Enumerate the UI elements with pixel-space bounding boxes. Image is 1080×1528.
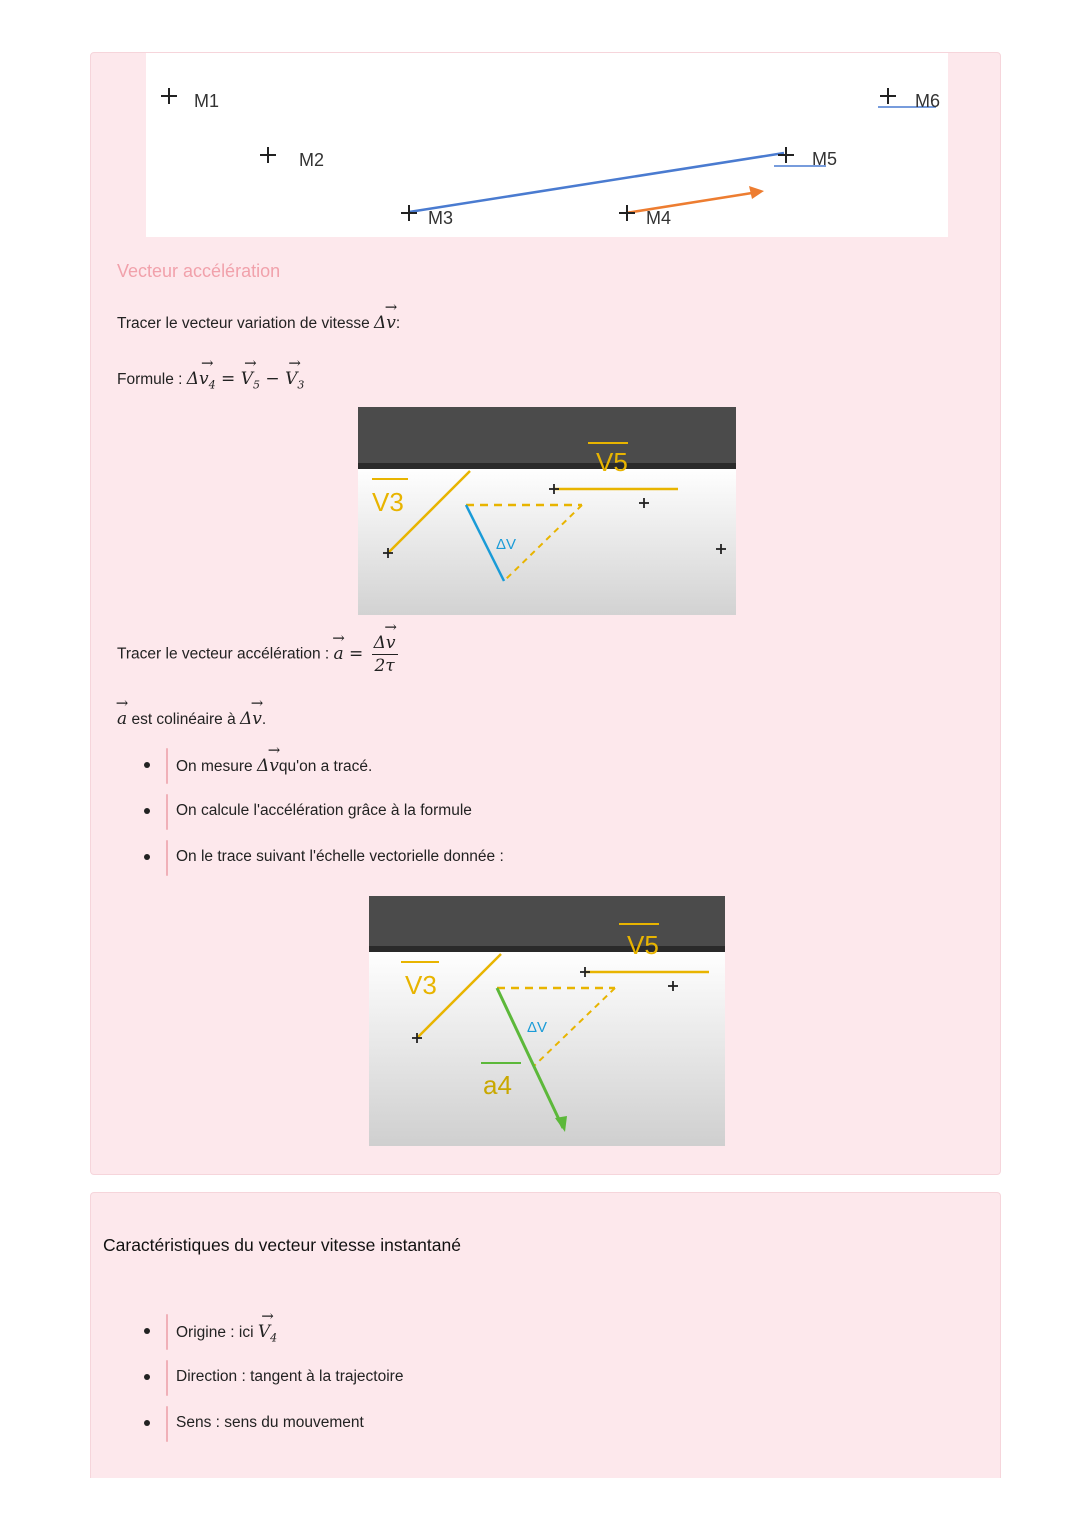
acceleration-photo — [369, 896, 725, 1146]
trace-accel-paragraph: Tracer le vecteur accélération : → a = $\frac{\Delta\to v}{2\tau}$ — [117, 633, 398, 676]
photo2-v5-label: V5 — [627, 930, 659, 960]
photo1-v5-label: V5 — [596, 447, 628, 477]
formula-paragraph: Formule : $\Delta\to v_4$ = → $V_5$ − → $V_3$ — [117, 369, 304, 391]
trace-delta-paragraph: Tracer le vecteur variation de vitesse Δ→ v: — [117, 313, 400, 333]
velocity-characteristics-card: Caractéristiques du vecteur vitesse instantané Origine : ici → $V_4$ Direction : tangent à la trajectoire Sens : sens du mouvement — [90, 1192, 1001, 1478]
photo1-v3-label: V3 — [372, 487, 404, 517]
photo2-dv-label: ΔV — [527, 1019, 548, 1036]
label-m2: M2 — [299, 150, 325, 170]
photo2-v3-label: V3 — [405, 970, 437, 1000]
velocity-line-blue — [409, 153, 784, 212]
point-m5 — [774, 147, 837, 169]
trajectory-figure — [146, 53, 948, 237]
label-m4: M4 — [646, 208, 672, 228]
colinear-paragraph: → a est colinéaire à Δ→ v. — [117, 709, 266, 729]
label-m6: M6 — [915, 91, 941, 111]
label-m5: M5 — [812, 149, 838, 169]
point-m1 — [161, 88, 219, 111]
orange-arrowhead-icon — [749, 186, 764, 199]
label-m1: M1 — [194, 91, 220, 111]
card2-title: Caractéristiques du vecteur vitesse instantané — [103, 1235, 461, 1255]
photo2-a4-label: a4 — [483, 1070, 512, 1100]
section-title: Vecteur accélération — [117, 261, 281, 281]
acceleration-card: M1 M2 M3 M4 M5 M6 Vecteur accélération Tracer le vecteur variation de vitesse Δ→ v: Formule : $\Delta\to v_4$ = → $V_5$ − → $V_3$ V3 V5 ΔV Tracer le vecteur accélération : → a = $\frac{\Delta\to v}{2\tau}$ → a est colinéaire à Δ→ v. On mesure Δ→ vqu'on a tracé. On calcule l'accélération grâce à la formule On le trace suivant l'échelle vectorielle donnée : V3 V5 a4 ΔV — [90, 52, 1001, 1175]
delta-v-photo — [358, 407, 736, 615]
velocity-arrow-orange — [626, 193, 752, 213]
photo1-dv-label: ΔV — [496, 536, 517, 553]
point-m4 — [619, 205, 671, 228]
label-m3: M3 — [428, 208, 454, 228]
point-m6 — [878, 88, 940, 111]
point-m2 — [260, 147, 324, 170]
